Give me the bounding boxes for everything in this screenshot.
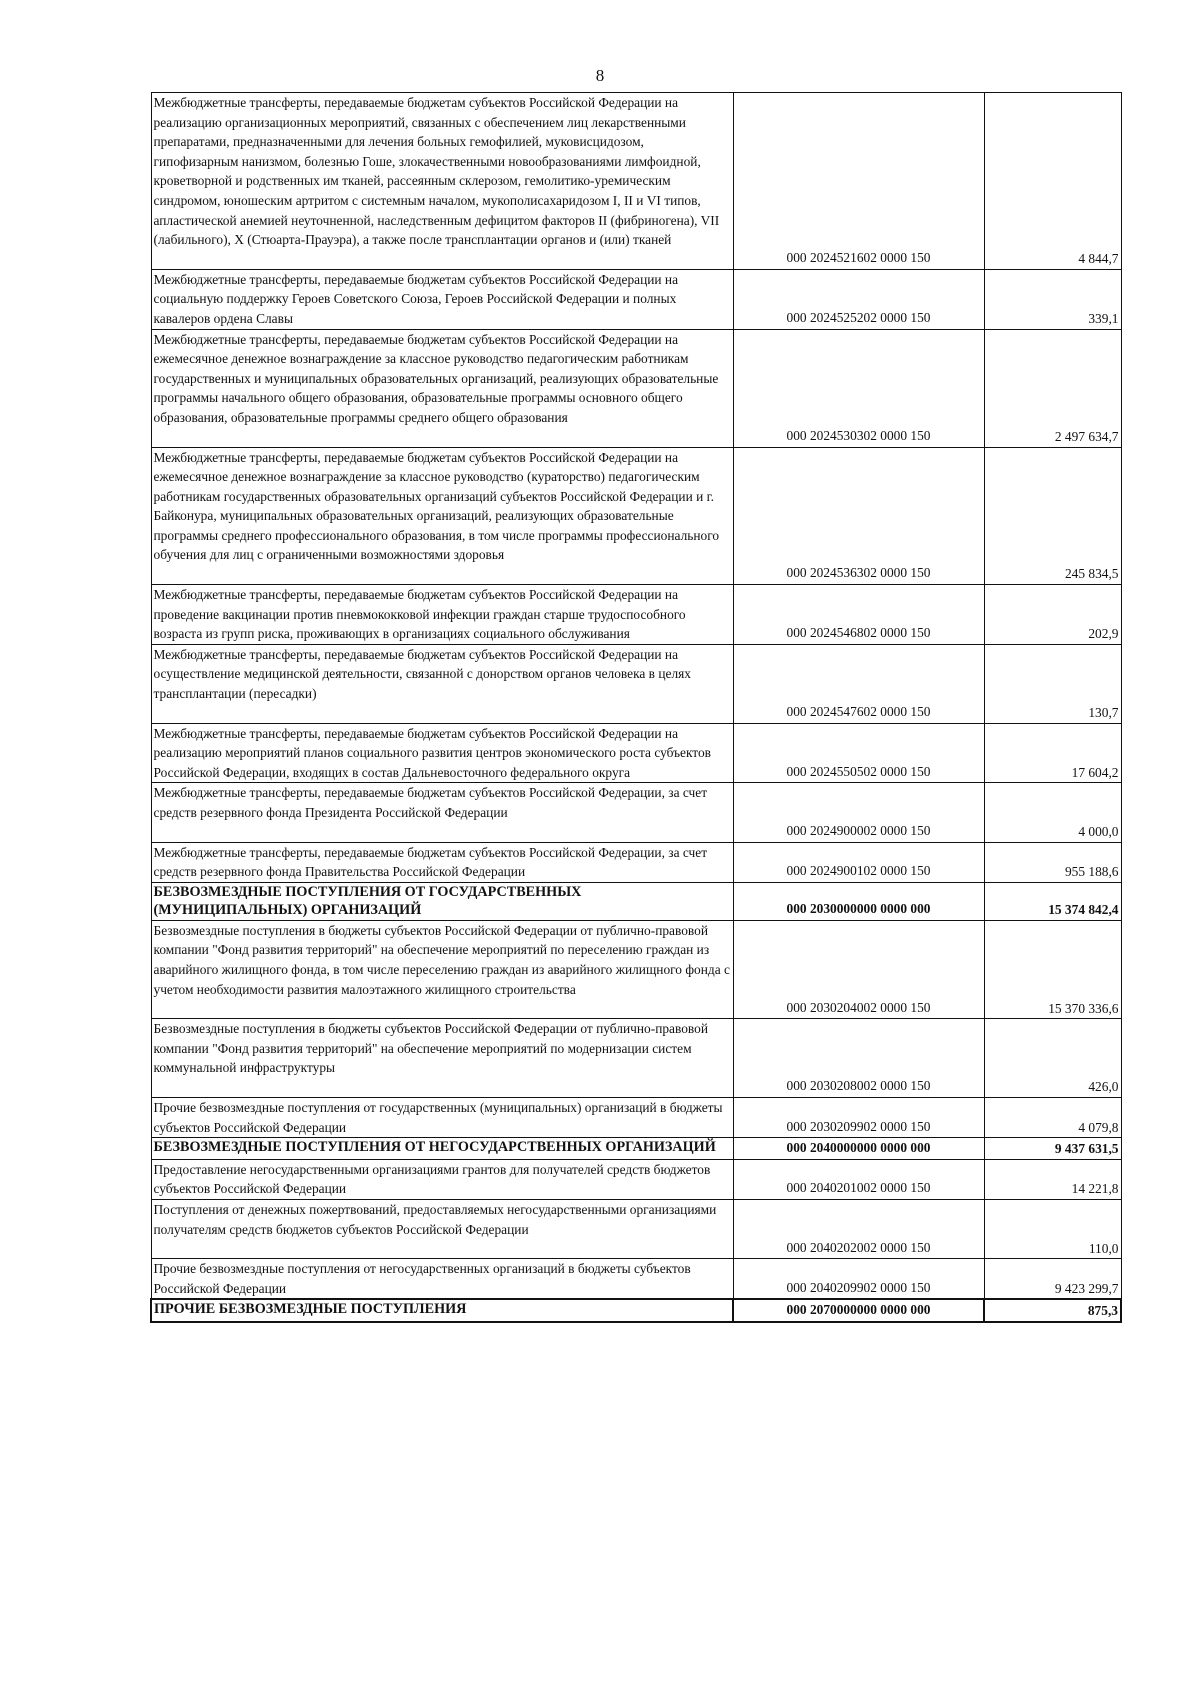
row-code-cell bbox=[733, 1299, 984, 1322]
row-name-cell bbox=[151, 1299, 733, 1322]
row-name-text: Межбюджетные трансферты, передаваемые бюджетам субъектов Российской Федерации на социальную поддержку Героев Советского Союза, Героев Российской Федерации и полных кавалеров ордена Славы bbox=[153, 271, 679, 326]
table-row bbox=[151, 585, 1121, 645]
row-name-text: Прочие безвозмездные поступления от государственных (муниципальных) организаций в бюджеты субъектов Российской Федерации bbox=[153, 1099, 723, 1135]
row-name-text: Межбюджетные трансферты, передаваемые бюджетам субъектов Российской Федерации на осуществление медицинской деятельности, связанной с донорством органов человека в целях трансплантации (пересадки) bbox=[153, 646, 691, 702]
row-sum-cell bbox=[984, 93, 1121, 270]
row-sum-text: 339,1 bbox=[1088, 310, 1119, 326]
row-name-text: Предоставление негосударственными организациями грантов для получателей средств бюджетов субъектов Российской Федерации bbox=[153, 1161, 711, 1197]
row-name-cell bbox=[151, 723, 733, 783]
table-row bbox=[151, 783, 1121, 842]
row-sum-cell bbox=[984, 644, 1121, 723]
table-row bbox=[151, 920, 1121, 1018]
row-sum-text: 875,3 bbox=[1087, 1303, 1118, 1319]
row-code-text: 000 2040202002 0000 150 bbox=[786, 1239, 931, 1255]
row-sum-text: 15 374 842,4 bbox=[1048, 902, 1119, 918]
row-sum-text: 9 437 631,5 bbox=[1054, 1141, 1119, 1157]
row-sum-text: 955 188,6 bbox=[1064, 864, 1119, 880]
row-sum-cell bbox=[984, 1259, 1121, 1300]
row-sum-text: 9 423 299,7 bbox=[1054, 1280, 1119, 1296]
row-sum-text: 130,7 bbox=[1088, 705, 1119, 721]
row-sum-cell bbox=[984, 723, 1121, 783]
table-row bbox=[151, 1299, 1121, 1322]
row-sum-text: 15 370 336,6 bbox=[1048, 1000, 1119, 1016]
row-code-text: 000 2024521602 0000 150 bbox=[786, 250, 931, 266]
row-sum-text: 202,9 bbox=[1088, 626, 1119, 642]
row-name-text: Межбюджетные трансферты, передаваемые бюджетам субъектов Российской Федерации на реализацию организационных мероприятий, связанных с обеспечением лиц лекарственными препаратами, предназначенными для лечения больных гемофилией, муковисцидозом, гипофизарным нанизмом, болезнью Гоше, злокачественными новообразованиями лимфоидной, кроветворной и родственных им тканей, рассеянным склерозом, гемолитико-уремическим синдромом, юношеским артритом с системным началом, мукополисахаридозом I, II и VI типов, апластической анемией неуточненной, наследственным дефицитом факторов II (фибриногена), VII (лабильного), X (Стюарта-Прауэра), а также после трансплантации органов и (или) тканей bbox=[153, 95, 720, 248]
row-code-cell bbox=[733, 585, 984, 645]
row-sum-cell bbox=[984, 1299, 1121, 1322]
row-name-cell bbox=[151, 644, 733, 723]
row-code-text: 000 2024525202 0000 150 bbox=[786, 309, 931, 325]
table-row bbox=[151, 644, 1121, 723]
row-sum-text: 14 221,8 bbox=[1071, 1181, 1119, 1197]
row-code-cell bbox=[733, 1097, 984, 1137]
row-sum-text: 4 844,7 bbox=[1078, 251, 1119, 267]
row-name-cell bbox=[151, 447, 733, 585]
row-sum-cell bbox=[984, 1097, 1121, 1137]
row-code-text: 000 2070000000 0000 000 bbox=[786, 1302, 931, 1318]
row-sum-cell bbox=[984, 1199, 1121, 1258]
row-code-cell bbox=[733, 1159, 984, 1199]
row-code-text: 000 2024530302 0000 150 bbox=[786, 427, 931, 443]
row-sum-text: 17 604,2 bbox=[1071, 764, 1119, 780]
row-code-text: 000 2030208002 0000 150 bbox=[786, 1078, 931, 1094]
row-code-cell bbox=[733, 783, 984, 842]
row-sum-cell bbox=[984, 1138, 1121, 1160]
row-code-cell bbox=[733, 329, 984, 447]
row-code-cell bbox=[733, 1019, 984, 1098]
table-row bbox=[151, 1159, 1121, 1199]
row-sum-text: 245 834,5 bbox=[1064, 566, 1119, 582]
table-row bbox=[151, 882, 1121, 920]
row-sum-cell bbox=[984, 1159, 1121, 1199]
table-row bbox=[151, 1138, 1121, 1160]
table-row bbox=[151, 1199, 1121, 1258]
row-name-cell bbox=[151, 842, 733, 882]
row-name-text: Межбюджетные трансферты, передаваемые бюджетам субъектов Российской Федерации, за счет средств резервного фонда Правительства Российской Федерации bbox=[153, 844, 708, 880]
row-code-cell bbox=[733, 882, 984, 920]
row-sum-cell bbox=[984, 447, 1121, 585]
row-name-text: Межбюджетные трансферты, передаваемые бюджетам субъектов Российской Федерации на проведение вакцинации против пневмококковой инфекции граждан старше трудоспособного возраста из групп риска, проживающих в организациях социального обслуживания bbox=[153, 587, 686, 642]
row-name-cell bbox=[151, 93, 733, 270]
table-row bbox=[151, 1259, 1121, 1300]
row-code-cell bbox=[733, 1199, 984, 1258]
row-code-cell bbox=[733, 644, 984, 723]
row-name-cell bbox=[151, 783, 733, 842]
row-code-text: 000 2040000000 0000 000 bbox=[786, 1140, 931, 1156]
row-name-text: БЕЗВОЗМЕЗДНЫЕ ПОСТУПЛЕНИЯ ОТ НЕГОСУДАРСТВЕННЫХ ОРГАНИЗАЦИЙ bbox=[153, 1139, 716, 1156]
row-sum-text: 4 000,0 bbox=[1078, 824, 1119, 839]
row-sum-text: 4 079,8 bbox=[1078, 1119, 1119, 1135]
table-row bbox=[151, 723, 1121, 783]
row-name-cell bbox=[151, 1138, 733, 1160]
row-code-text: 000 2024900102 0000 150 bbox=[786, 863, 931, 879]
budget-revenue-table bbox=[150, 92, 1122, 1323]
row-code-text: 000 2040209902 0000 150 bbox=[786, 1279, 931, 1295]
row-name-text: Прочие безвозмездные поступления от негосударственных организаций в бюджеты субъектов Российской Федерации bbox=[153, 1261, 691, 1296]
table-row bbox=[151, 329, 1121, 447]
row-sum-cell bbox=[984, 920, 1121, 1018]
row-code-text: 000 2030204002 0000 150 bbox=[786, 999, 931, 1015]
row-code-text: 000 2024550502 0000 150 bbox=[786, 763, 931, 779]
row-code-text: 000 2024900002 0000 150 bbox=[786, 823, 931, 838]
row-name-cell bbox=[151, 1259, 733, 1300]
row-name-text: Межбюджетные трансферты, передаваемые бюджетам субъектов Российской Федерации на ежемесячное денежное вознаграждение за классное руководство педагогическим работникам государственных и муниципальных образовательных организаций, реализующих образовательные программы начального общего образования, образовательные программы основного общего образования, образовательные программы среднего общего образования bbox=[153, 331, 719, 425]
row-code-cell bbox=[733, 920, 984, 1018]
row-sum-cell bbox=[984, 882, 1121, 920]
row-code-text: 000 2040201002 0000 150 bbox=[786, 1180, 931, 1196]
table-row bbox=[151, 1019, 1121, 1098]
row-sum-cell bbox=[984, 842, 1121, 882]
row-sum-cell bbox=[984, 269, 1121, 329]
row-name-text: БЕЗВОЗМЕЗДНЫЕ ПОСТУПЛЕНИЯ ОТ ГОСУДАРСТВЕННЫХ (МУНИЦИПАЛЬНЫХ) ОРГАНИЗАЦИЙ bbox=[153, 883, 582, 919]
table-row bbox=[151, 447, 1121, 585]
row-name-text: Межбюджетные трансферты, передаваемые бюджетам субъектов Российской Федерации на реализацию мероприятий планов социального развития центров экономического роста субъектов Российской Федерации, входящих в состав Дальневосточного федерального округа bbox=[153, 725, 711, 780]
row-sum-text: 110,0 bbox=[1088, 1240, 1119, 1256]
row-sum-cell bbox=[984, 1019, 1121, 1098]
row-name-text: ПРОЧИЕ БЕЗВОЗМЕЗДНЫЕ ПОСТУПЛЕНИЯ bbox=[154, 1301, 467, 1318]
row-name-cell bbox=[151, 1097, 733, 1137]
row-code-cell bbox=[733, 447, 984, 585]
row-code-cell bbox=[733, 723, 984, 783]
table-row bbox=[151, 269, 1121, 329]
row-code-text: 000 2024546802 0000 150 bbox=[786, 625, 931, 641]
row-name-text: Межбюджетные трансферты, передаваемые бюджетам субъектов Российской Федерации, за счет средств резервного фонда Президента Российской Федерации bbox=[153, 785, 708, 820]
table-row bbox=[151, 93, 1121, 270]
row-sum-cell bbox=[984, 329, 1121, 447]
row-code-cell bbox=[733, 269, 984, 329]
page-number: 8 bbox=[595, 66, 605, 85]
row-sum-cell bbox=[984, 783, 1121, 842]
table-body bbox=[151, 93, 1121, 1322]
row-name-text: Безвозмездные поступления в бюджеты субъектов Российской Федерации от публично-правовой компании "Фонд развития территорий" на обеспечение мероприятий по модернизации систем коммунальной инфраструктуры bbox=[153, 1021, 709, 1076]
row-name-cell bbox=[151, 1199, 733, 1258]
row-code-cell bbox=[733, 1259, 984, 1300]
row-name-cell bbox=[151, 269, 733, 329]
row-name-cell bbox=[151, 920, 733, 1018]
row-sum-text: 426,0 bbox=[1088, 1079, 1119, 1095]
table-row bbox=[151, 1097, 1121, 1137]
row-name-cell bbox=[151, 1019, 733, 1098]
row-name-cell bbox=[151, 882, 733, 920]
row-name-cell bbox=[151, 585, 733, 645]
row-name-text: Поступления от денежных пожертвований, предоставляемых негосударственными организациями получателям средств бюджетов субъектов Российской Федерации bbox=[153, 1201, 717, 1237]
row-code-text: 000 2030209902 0000 150 bbox=[786, 1118, 931, 1134]
row-sum-cell bbox=[984, 585, 1121, 645]
row-name-cell bbox=[151, 329, 733, 447]
row-sum-text: 2 497 634,7 bbox=[1054, 428, 1119, 444]
row-code-cell bbox=[733, 842, 984, 882]
table-row bbox=[151, 842, 1121, 882]
row-name-text: Межбюджетные трансферты, передаваемые бюджетам субъектов Российской Федерации на ежемесячное денежное вознаграждение за классное руководство (кураторство) педагогическим работникам государственных образовательных организаций субъектов Российской Федерации и г. Байконура, муниципальных образовательных организаций, реализующих образовательные программы среднего профессионального образования, в том числе программы профессионального обучения для лиц с ограниченными возможностями здоровья bbox=[153, 449, 720, 563]
row-code-cell bbox=[733, 93, 984, 270]
row-code-text: 000 2024547602 0000 150 bbox=[786, 704, 931, 720]
row-name-text: Безвозмездные поступления в бюджеты субъектов Российской Федерации от публично-правовой компании "Фонд развития территорий" на обеспечение мероприятий по переселению граждан из аварийного жилищного фонда, в том числе переселению граждан из аварийного жилищного фонда с учетом необходимости развития малоэтажного жилищного строительства bbox=[153, 922, 730, 997]
row-code-text: 000 2030000000 0000 000 bbox=[786, 901, 931, 917]
row-code-cell bbox=[733, 1138, 984, 1160]
row-name-cell bbox=[151, 1159, 733, 1199]
row-code-text: 000 2024536302 0000 150 bbox=[786, 565, 931, 581]
